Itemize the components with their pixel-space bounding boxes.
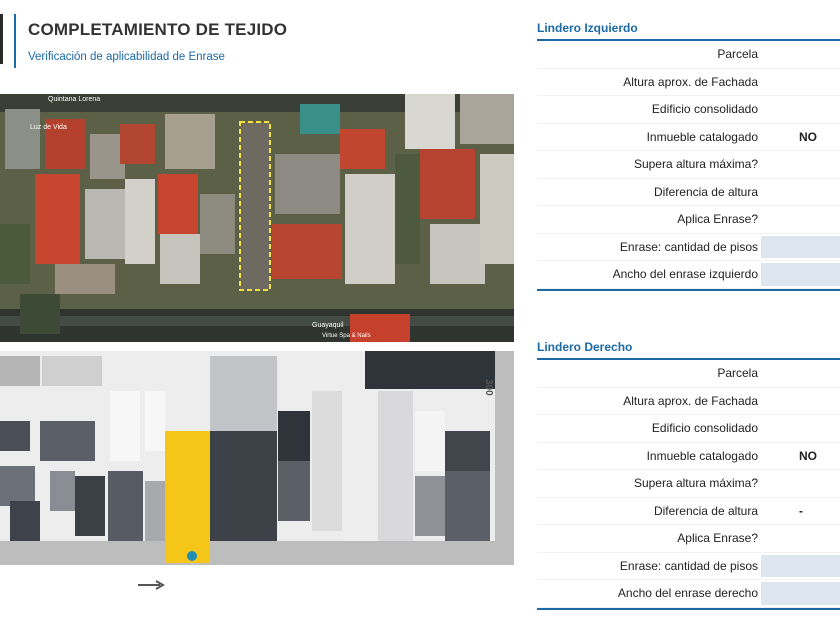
left-boundary-row	[537, 124, 840, 152]
left-boundary-row	[537, 96, 840, 124]
right-boundary-label: Inmueble catalogado	[646, 448, 758, 463]
right-boundary-panel	[537, 336, 840, 610]
left-boundary-label: Diferencia de altura	[653, 184, 758, 199]
left-boundary-title: Lindero Izquierdo	[537, 17, 840, 41]
right-boundary-label: Diferencia de altura	[653, 503, 758, 518]
right-boundary-row	[537, 553, 840, 581]
left-boundary-row	[537, 206, 840, 234]
right-boundary-label: Altura aprox. de Fachada	[623, 393, 758, 408]
left-boundary-input-cell[interactable]	[761, 263, 840, 286]
left-boundary-label: Parcela	[717, 47, 758, 61]
left-boundary-input-cell[interactable]	[761, 236, 840, 259]
right-boundary-label: Aplica Enrase?	[677, 531, 758, 545]
left-boundary-row	[537, 261, 840, 289]
left-boundary-row	[537, 69, 840, 97]
page-subtitle: Verificación de aplicabilidad de Enrase	[28, 51, 225, 63]
right-boundary-label: Edificio consolidado	[651, 421, 758, 435]
page-title: COMPLETAMIENTO DE TEJIDO	[28, 20, 288, 39]
right-boundary-row	[537, 525, 840, 553]
right-boundary-value: NO	[799, 448, 817, 463]
left-boundary-label: Inmueble catalogado	[646, 129, 758, 144]
right-boundary-input-cell[interactable]	[761, 555, 840, 578]
aerial-map-image	[0, 94, 514, 342]
left-panel-divider	[537, 289, 840, 291]
right-boundary-row	[537, 470, 840, 498]
left-boundary-label: Ancho del enrase izquierdo	[612, 267, 758, 281]
place-label-mid: Luz de Vida	[30, 124, 67, 131]
right-boundary-label: Enrase: cantidad de pisos	[619, 558, 758, 573]
left-boundary-label: Enrase: cantidad de pisos	[619, 239, 758, 254]
place-label-bottom: Virtue Spa & Nails	[322, 333, 371, 339]
right-boundary-row	[537, 443, 840, 471]
right-boundary-row	[537, 415, 840, 443]
left-boundary-value: NO	[799, 129, 817, 144]
street-number-label: 300	[483, 379, 494, 396]
left-boundary-row	[537, 151, 840, 179]
left-boundary-panel	[537, 17, 840, 291]
right-boundary-value: -	[799, 503, 803, 518]
left-boundary-label: Supera altura máxima?	[633, 157, 758, 171]
left-boundary-label: Edificio consolidado	[651, 102, 758, 116]
right-boundary-row	[537, 580, 840, 608]
right-boundary-label: Parcela	[717, 366, 758, 380]
right-boundary-label: Ancho del enrase derecho	[617, 586, 758, 600]
right-panel-divider	[537, 608, 840, 610]
left-boundary-label: Altura aprox. de Fachada	[623, 74, 758, 89]
right-boundary-row	[537, 498, 840, 526]
cadastral-plan-map	[0, 351, 514, 565]
right-boundary-title: Lindero Derecho	[537, 336, 840, 360]
left-boundary-row	[537, 179, 840, 207]
right-boundary-row	[537, 360, 840, 388]
direction-arrow-icon	[136, 580, 166, 590]
street-label: Guayaquil	[312, 322, 344, 329]
right-boundary-label: Supera altura máxima?	[633, 476, 758, 490]
place-label-top: Quintana Lorena	[48, 96, 101, 103]
left-boundary-row	[537, 234, 840, 262]
left-boundary-label: Aplica Enrase?	[677, 212, 758, 226]
right-boundary-input-cell[interactable]	[761, 582, 840, 605]
left-accent-bar	[0, 14, 3, 64]
left-boundary-row	[537, 41, 840, 69]
right-boundary-row	[537, 388, 840, 416]
header	[14, 14, 287, 68]
